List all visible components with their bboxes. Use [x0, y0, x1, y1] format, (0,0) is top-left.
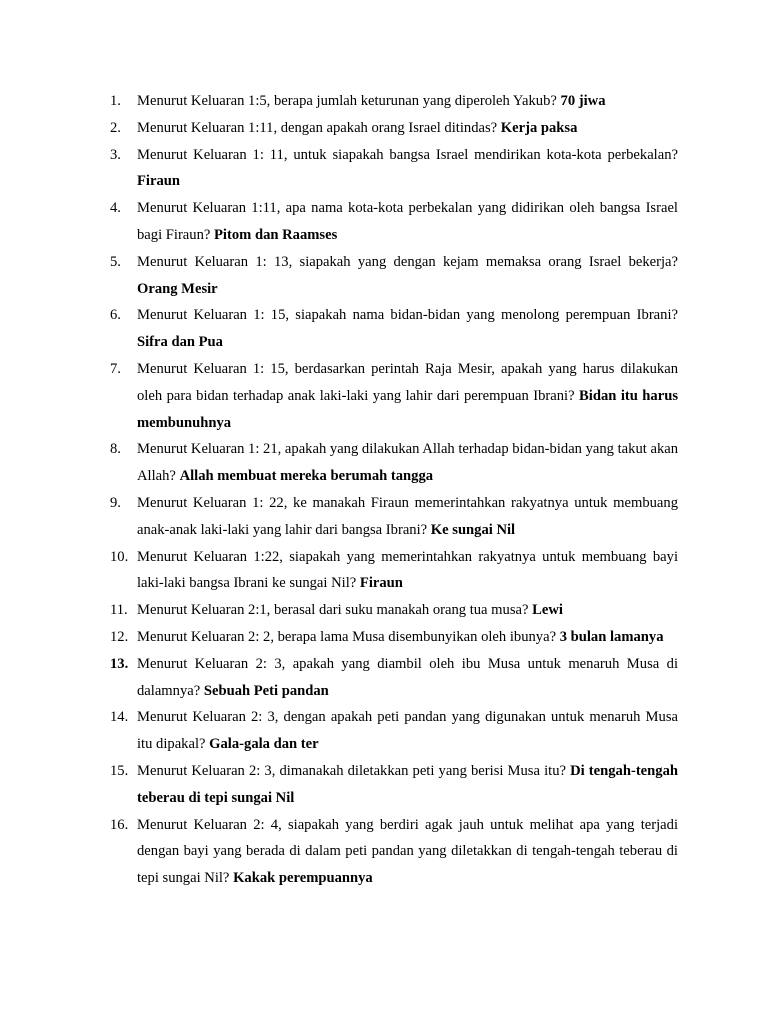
question-text: Menurut Keluaran 2:1, berasal dari suku manakah orang tua musa? [137, 602, 529, 619]
item-number: 4. [110, 200, 121, 217]
item-number: 1. [110, 93, 121, 109]
answer-text: Orang Mesir [137, 280, 218, 297]
item-number: 5. [110, 253, 121, 270]
item-number: 3. [110, 146, 121, 163]
item-number: 16. [110, 816, 129, 833]
list-item [0, 704, 678, 758]
item-number: 9. [110, 494, 121, 511]
question-text: Menurut Keluaran 1: 11, untuk siapakah bangsa Israel mendirikan kota-kota perbekalan? [137, 146, 678, 163]
list-item [0, 356, 678, 436]
item-number: 15. [110, 762, 129, 779]
answer-text: Kakak perempuannya [233, 870, 373, 887]
list-item [0, 651, 678, 705]
answer-text: Firaun [359, 575, 403, 592]
answer-text: Firaun [137, 173, 180, 190]
question-list [0, 88, 768, 892]
question-text: Menurut Keluaran 2: 3, apakah yang diambil oleh ibu Musa untuk menaruh Musa di dalamnya? [137, 655, 678, 699]
answer-text: Gala-gala dan ter [209, 736, 319, 753]
answer-text: Ke sungai Nil [430, 521, 516, 538]
list-item [0, 88, 678, 115]
question-text: Menurut Keluaran 1: 13, siapakah yang dengan kejam memaksa orang Israel bekerja? [137, 253, 678, 270]
answer-text: Di tengah-tengah teberau di tepi sungai Nil [137, 762, 678, 806]
item-number: 10. [110, 548, 129, 565]
question-text: Menurut Keluaran 1:22, siapakah yang memerintahkan rakyatnya untuk membuang bayi laki-laki bangsa Ibrani ke sungai Nil? [137, 548, 678, 592]
answer-text: 70 jiwa [560, 93, 606, 109]
list-item [0, 812, 678, 892]
list-item [0, 115, 678, 142]
question-text: Menurut Keluaran 2: 3, dengan apakah peti pandan yang digunakan untuk menaruh Musa itu dipakal? [137, 709, 678, 753]
question-text: Menurut Keluaran 2: 3, dimanakah diletakkan peti yang berisi Musa itu? [137, 762, 566, 779]
item-number: 12. [110, 628, 129, 645]
question-text: Menurut Keluaran 1: 21, apakah yang dilakukan Allah terhadap bidan-bidan yang takut akan Allah? [137, 441, 679, 485]
question-text: Menurut Keluaran 1: 22, ke manakah Firaun memerintahkan rakyatnya untuk membuang anak-anak laki-laki yang lahir dari bangsa Ibrani? [137, 494, 678, 538]
item-number: 6. [110, 307, 121, 324]
question-text: Menurut Keluaran 1:5, berapa jumlah keturunan yang diperoleh Yakub? [137, 93, 557, 109]
answer-text: Lewi [532, 602, 563, 619]
item-number: 7. [110, 360, 121, 377]
list-item [0, 142, 678, 196]
answer-text: 3 bulan lamanya [559, 628, 664, 645]
question-text: Menurut Keluaran 1: 15, siapakah nama bidan-bidan yang menolong perempuan Ibrani? [137, 307, 678, 324]
answer-text: Pitom dan Raamses [214, 226, 338, 243]
question-text: Menurut Keluaran 1:11, dengan apakah orang Israel ditindas? [137, 119, 498, 136]
list-item [0, 490, 678, 544]
question-text: Menurut Keluaran 1:11, apa nama kota-kota perbekalan yang didirikan oleh bangsa Israel bagi Firaun? [137, 200, 678, 243]
list-item [0, 544, 678, 598]
item-number: 14. [110, 709, 129, 726]
list-item [0, 597, 678, 624]
list-item [0, 624, 678, 651]
answer-text: Kerja paksa [500, 119, 578, 136]
answer-text: Sebuah Peti pandan [203, 682, 329, 699]
answer-text: Allah membuat mereka berumah tangga [179, 468, 434, 485]
item-number: 2. [110, 119, 121, 136]
list-item [0, 249, 678, 303]
list-item [0, 195, 678, 249]
question-text: Menurut Keluaran 2: 4, siapakah yang berdiri agak jauh untuk melihat apa yang terjadi dengan bayi yang berada di dalam peti pandan yang diletakkan di tengah-tengah teberau di tepi sungai Nil? [137, 816, 678, 887]
list-item [0, 436, 678, 490]
question-text: Menurut Keluaran 2: 2, berapa lama Musa disembunyikan oleh ibunya? [137, 628, 557, 645]
answer-text: Sifra dan Pua [137, 334, 223, 351]
list-item [0, 302, 678, 356]
item-number: 8. [110, 441, 121, 458]
item-number: 11. [110, 602, 128, 619]
list-item [0, 758, 678, 812]
item-number: 13. [110, 655, 129, 672]
answer-text: Bidan itu harus membunuhnya [137, 387, 678, 431]
question-text: Menurut Keluaran 1: 15, berdasarkan perintah Raja Mesir, apakah yang harus dilakukan oleh para bidan terhadap anak laki-laki yang lahir dari perempuan Ibrani? [137, 360, 678, 404]
